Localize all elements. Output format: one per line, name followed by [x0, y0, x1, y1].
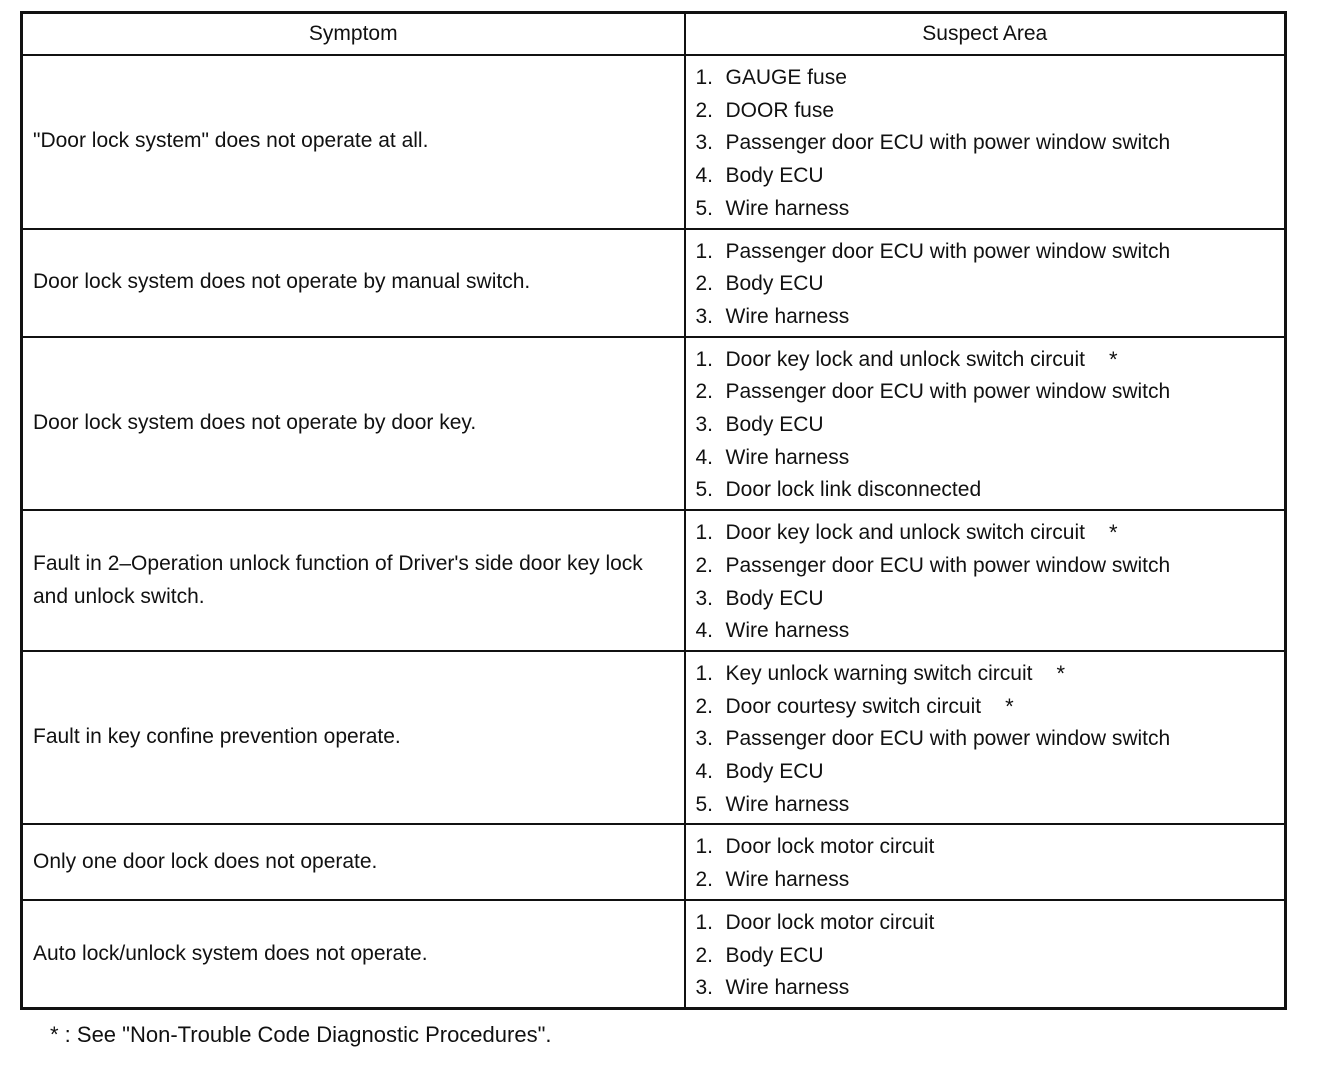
suspect-item-number: 5.: [695, 196, 714, 220]
suspect-item-number: 4.: [695, 164, 714, 188]
suspect-item-number: 4.: [695, 619, 714, 643]
suspect-item: [696, 550, 1285, 583]
suspect-item: [696, 193, 1285, 226]
suspect-item-text: Wire harness: [725, 445, 850, 469]
table-row: [22, 651, 1286, 825]
suspect-area-column-header: Suspect Area: [685, 13, 1286, 56]
symptom-cell: Fault in key confine prevention operate.: [22, 651, 685, 825]
suspect-item: [696, 972, 1285, 1005]
suspect-item: [696, 864, 1285, 897]
suspect-item-number: 4.: [695, 445, 714, 469]
suspect-list: [696, 658, 1285, 822]
suspect-item-number: 1.: [695, 835, 714, 859]
footnote-star-symbol: *: [50, 1022, 59, 1047]
suspect-item-number: 2.: [695, 98, 714, 122]
suspect-item-text: Door key lock and unlock switch circuit: [725, 521, 1085, 545]
suspect-item-text: Passenger door ECU with power window switch: [725, 380, 1171, 404]
suspect-item-number: 2.: [695, 272, 714, 296]
see-note-star-marker: *: [1108, 346, 1118, 372]
suspect-item: [696, 442, 1285, 475]
suspect-item-number: 1.: [695, 347, 714, 371]
suspect-item-text: Wire harness: [725, 868, 850, 892]
suspect-item-number: 3.: [695, 586, 714, 610]
suspect-item: [696, 723, 1285, 756]
suspect-item-text: Body ECU: [725, 272, 824, 296]
symptom-cell: Fault in 2–Operation unlock function of Driver's side door key lock and unlock switch.: [22, 510, 685, 651]
suspect-item-text: Wire harness: [725, 976, 850, 1000]
suspect-item-number: 3.: [695, 131, 714, 155]
suspect-list: [696, 517, 1285, 648]
suspect-item-number: 5.: [695, 478, 714, 502]
suspect-item-text: Door key lock and unlock switch circuit: [725, 347, 1085, 371]
symptom-cell: Door lock system does not operate by door key.: [22, 337, 685, 511]
suspect-item: [696, 236, 1285, 269]
suspect-item-number: 1.: [695, 910, 714, 934]
suspect-item-text: Passenger door ECU with power window switch: [725, 727, 1171, 751]
suspect-item-text: Passenger door ECU with power window switch: [725, 239, 1171, 263]
suspect-item-number: 1.: [695, 66, 714, 89]
suspect-item-text: Door lock motor circuit: [725, 835, 935, 859]
table-row: [22, 55, 1286, 229]
suspect-item-text: Passenger door ECU with power window switch: [725, 131, 1171, 155]
suspect-item: [696, 691, 1285, 724]
suspect-item-number: 2.: [695, 868, 714, 892]
suspect-list: [696, 62, 1285, 226]
see-note-star-marker: *: [1056, 660, 1066, 686]
suspect-item-text: Body ECU: [725, 586, 824, 610]
suspect-item: [696, 344, 1285, 377]
table-row: [22, 510, 1286, 651]
suspect-item-number: 5.: [695, 792, 714, 816]
suspect-item-number: 2.: [695, 694, 714, 718]
symptom-cell: Only one door lock does not operate.: [22, 824, 685, 899]
symptom-column-header: Symptom: [22, 13, 685, 56]
footnote-text: : See "Non-Trouble Code Diagnostic Procedures".: [58, 1022, 552, 1047]
suspect-item-text: Body ECU: [725, 413, 824, 437]
suspect-item-number: 2.: [695, 553, 714, 577]
suspect-item: [696, 756, 1285, 789]
suspect-item: [696, 62, 1285, 95]
suspect-item-text: Door courtesy switch circuit: [725, 694, 982, 718]
table-row: [22, 900, 1286, 1009]
suspect-item: [696, 789, 1285, 822]
suspect-area-cell: [685, 651, 1286, 825]
see-note-star-marker: *: [1108, 520, 1118, 546]
suspect-list: [696, 344, 1285, 508]
suspect-list: [696, 907, 1285, 1005]
suspect-item: [696, 95, 1285, 128]
suspect-item-text: GAUGE fuse: [725, 66, 847, 89]
suspect-item-text: Key unlock warning switch circuit: [725, 661, 1033, 685]
suspect-area-cell: [685, 510, 1286, 651]
suspect-item: [696, 658, 1285, 691]
suspect-item-number: 3.: [695, 976, 714, 1000]
footnote: [50, 1022, 552, 1048]
table-row: [22, 229, 1286, 337]
suspect-area-cell: [685, 229, 1286, 337]
suspect-item-text: Door lock link disconnected: [725, 478, 982, 502]
suspect-area-cell: [685, 337, 1286, 511]
suspect-item-number: 4.: [695, 760, 714, 784]
diagnostic-table: [20, 11, 1287, 1010]
symptom-cell: "Door lock system" does not operate at all.: [22, 55, 685, 229]
table-header-row: [22, 13, 1286, 56]
suspect-item-text: Wire harness: [725, 304, 850, 328]
suspect-item: [696, 376, 1285, 409]
suspect-item: [696, 127, 1285, 160]
suspect-list: [696, 831, 1285, 896]
table-row: [22, 824, 1286, 899]
suspect-item-text: Body ECU: [725, 164, 824, 188]
see-note-star-marker: *: [1005, 693, 1014, 719]
suspect-item-number: 3.: [695, 413, 714, 437]
suspect-item: [696, 615, 1285, 648]
suspect-list: [696, 236, 1285, 334]
suspect-item-number: 1.: [695, 521, 714, 545]
suspect-item: [696, 160, 1285, 193]
suspect-area-cell: [685, 900, 1286, 1009]
suspect-item: [696, 301, 1285, 334]
suspect-item: [696, 831, 1285, 864]
suspect-area-cell: [685, 55, 1286, 229]
suspect-item: [696, 517, 1285, 550]
suspect-item: [696, 583, 1285, 616]
suspect-item: [696, 409, 1285, 442]
suspect-item-number: 1.: [695, 239, 714, 263]
suspect-item: [696, 474, 1285, 507]
suspect-item-text: Wire harness: [725, 619, 850, 643]
suspect-item-text: Body ECU: [725, 760, 824, 784]
suspect-item: [696, 907, 1285, 940]
table-body: [22, 55, 1286, 1008]
suspect-item-text: Wire harness: [725, 196, 850, 220]
suspect-item-number: 2.: [695, 943, 714, 967]
suspect-item-text: Passenger door ECU with power window switch: [725, 553, 1171, 577]
symptom-cell: Door lock system does not operate by manual switch.: [22, 229, 685, 337]
suspect-item-number: 2.: [695, 380, 714, 404]
suspect-item: [696, 940, 1285, 973]
suspect-item-text: Door lock motor circuit: [725, 910, 935, 934]
suspect-item-number: 1.: [695, 661, 714, 685]
suspect-item-number: 3.: [695, 727, 714, 751]
table-row: [22, 337, 1286, 511]
suspect-item: [696, 268, 1285, 301]
suspect-item-text: DOOR fuse: [725, 98, 835, 122]
symptom-cell: Auto lock/unlock system does not operate.: [22, 900, 685, 1009]
suspect-item-text: Body ECU: [725, 943, 824, 967]
suspect-area-cell: [685, 824, 1286, 899]
suspect-item-number: 3.: [695, 304, 714, 328]
suspect-item-text: Wire harness: [725, 792, 850, 816]
